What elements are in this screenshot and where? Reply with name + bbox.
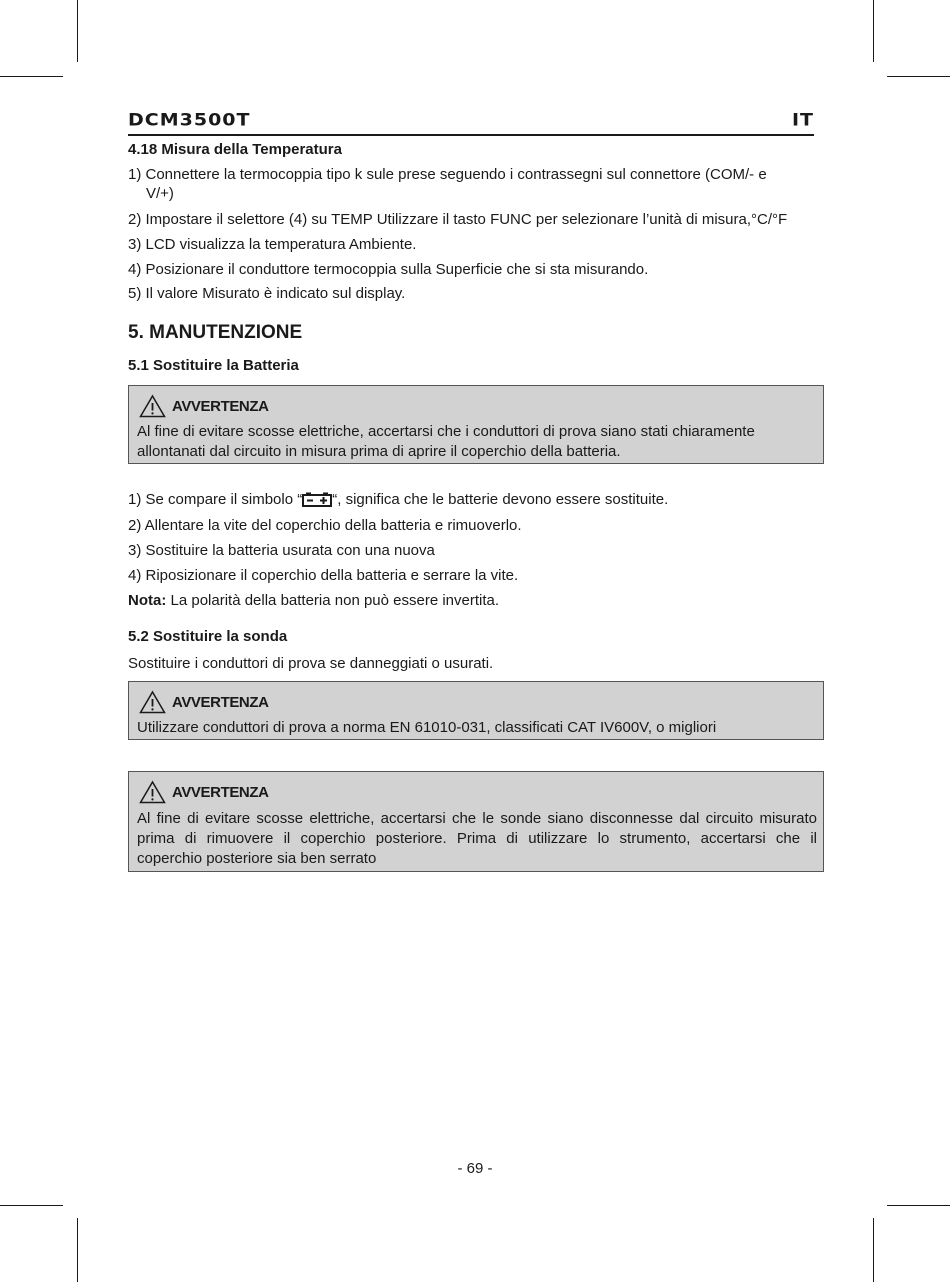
battery-icon (302, 492, 332, 507)
crop-mark (887, 1205, 950, 1206)
warning-box (128, 771, 824, 872)
crop-mark (873, 0, 874, 62)
list-item: 2) Allentare la vite del coperchio della batteria e rimuoverlo. (128, 517, 522, 534)
crop-mark (0, 1205, 63, 1206)
warning-text: Al fine di evitare scosse elettriche, accertarsi che le sonde siano disconnesse dal circuito misurato prima di rimuovere il coperchio posteriore. Prima di utilizzare lo strumento, accertarsi che il coperchio posteriore sia ben serrato (137, 810, 817, 867)
list-item: 5) Il valore Misurato è indicato sul display. (128, 285, 406, 302)
list-item: 4) Riposizionare il coperchio della batteria e serrare la vite. (128, 567, 519, 584)
model-name: DCM3500T (128, 110, 251, 130)
crop-mark (873, 1218, 874, 1282)
warning-text: Utilizzare conduttori di prova a norma EN 61010-031, classificati CAT IV600V, o migliori (137, 719, 717, 736)
list-item: 2) Impostare il selettore (4) su TEMP Utilizzare il tasto FUNC per selezionare l’unità di misura,°C/°F (128, 211, 788, 228)
warning-text: Al fine di evitare scosse elettriche, accertarsi che i conduttori di prova siano stati chiaramente allontanati dal circuito in misura prima di aprire il coperchio della batteria. (137, 423, 755, 460)
warning-box (128, 681, 824, 740)
note (128, 591, 499, 611)
page-number: - 69 - (457, 1160, 493, 1177)
warning-title: AVVERTENZA (139, 780, 269, 804)
list-item: 4) Posizionare il conduttore termocoppia sulla Superficie che si sta misurando. (128, 261, 649, 278)
note-text: La polarità della batteria non può essere invertita. (166, 592, 500, 609)
crop-mark (0, 76, 63, 77)
list-item: 1) Se compare il simbolo “ “, significa che le batterie devono essere sostituite. (128, 491, 669, 508)
language-code: IT (791, 110, 814, 130)
warning-triangle-icon (139, 394, 166, 418)
section-title-5-2: 5.2 Sostituire la sonda (128, 628, 288, 645)
crop-mark (77, 1218, 78, 1282)
crop-mark (887, 76, 950, 77)
paragraph: Sostituire i conduttori di prova se danneggiati o usurati. (128, 655, 494, 672)
list-item: 3) Sostituire la batteria usurata con una nuova (128, 542, 435, 559)
list-item: V/+) (146, 185, 174, 202)
warning-triangle-icon (139, 690, 166, 714)
warning-triangle-icon (139, 780, 166, 804)
section-title-5-1: 5.1 Sostituire la Batteria (128, 357, 299, 374)
section-title-5: 5. MANUTENZIONE (128, 322, 303, 343)
warning-box (128, 385, 824, 464)
crop-mark (77, 0, 78, 62)
warning-title: AVVERTENZA (139, 394, 269, 418)
page-header (128, 110, 814, 136)
note-label: Nota: (128, 592, 167, 609)
list-item: 3) LCD visualizza la temperatura Ambiente. (128, 236, 417, 253)
section-title-4-18: 4.18 Misura della Temperatura (128, 141, 342, 158)
list-item: 1) Connettere la termocoppia tipo k sule prese seguendo i contrassegni sul connettore (COM/- e (128, 166, 767, 183)
warning-title: AVVERTENZA (139, 690, 269, 714)
